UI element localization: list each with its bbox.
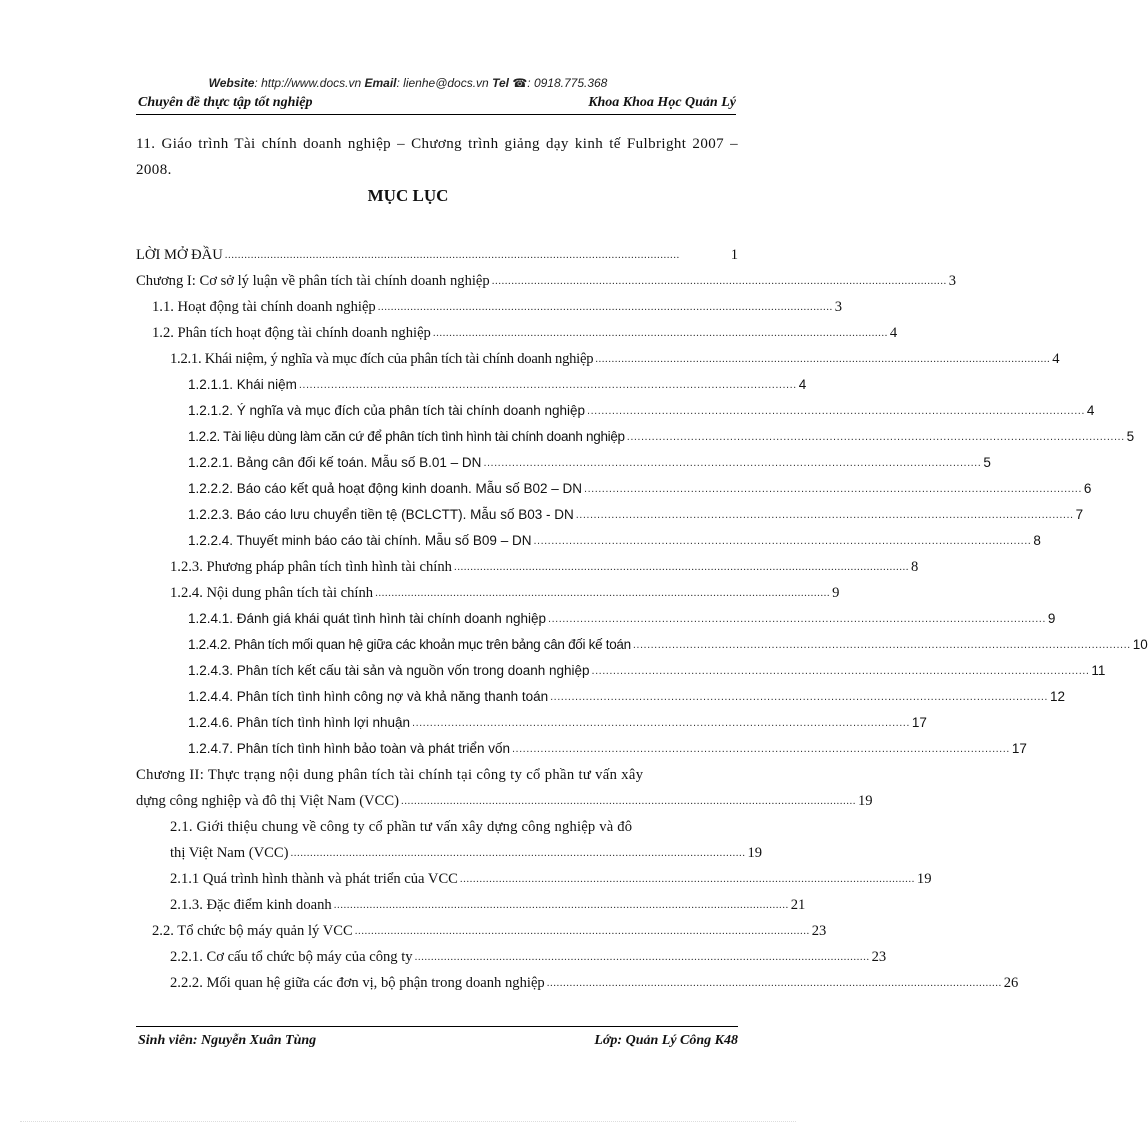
page-header xyxy=(136,94,736,115)
toc-leader-dots: ............................................................................................................................................ xyxy=(511,743,1010,755)
toc-entry[interactable] xyxy=(136,450,991,476)
toc-entry-page: 11 xyxy=(1091,663,1106,678)
toc-entry-label-continued: dựng công nghiệp và đô thị Việt Nam (VCC) xyxy=(136,793,399,809)
toc-entry-label: LỜI MỞ ĐẦU xyxy=(136,247,223,263)
toc-leader-dots: ............................................................................................................................................ xyxy=(432,327,888,339)
toc-entry-page: 7 xyxy=(1075,507,1084,522)
toc-entry-label: 1.1. Hoạt động tài chính doanh nghiệp xyxy=(152,299,376,315)
toc-leader-dots: ............................................................................................................................................ xyxy=(377,301,833,313)
toc-entry-label: 2.2. Tổ chức bộ máy quản lý VCC xyxy=(152,923,353,939)
toc-leader-dots: ............................................................................................................................................ xyxy=(626,431,1125,443)
toc-entry-label: 1.2.4.2. Phân tích mối quan hệ giữa các khoản mục trên bảng cân đối kế toán xyxy=(188,637,631,652)
table-of-contents xyxy=(136,242,1148,996)
toc-entry[interactable] xyxy=(136,294,843,320)
toc-entry[interactable] xyxy=(136,320,898,346)
toc-leader-dots: ............................................................................................................................................ xyxy=(550,691,1048,703)
website-banner xyxy=(0,76,816,90)
toc-leader-dots: ............................................................................................................................................ xyxy=(595,353,1051,365)
page-footer xyxy=(136,1026,738,1051)
toc-entry-page: 19 xyxy=(747,845,763,861)
toc-entry-page: 3 xyxy=(948,273,956,289)
toc-entry[interactable] xyxy=(136,528,1041,554)
toc-entry-label: 1.2.2.4. Thuyết minh báo cáo tài chính. Mẫu số B09 – DN xyxy=(188,533,532,548)
toc-entry[interactable] xyxy=(136,346,1060,372)
toc-entry-page: 4 xyxy=(889,325,898,341)
toc-entry-page: 5 xyxy=(1126,429,1135,444)
toc-entry-label: 1.2.2.1. Bảng cân đối kế toán. Mẫu số B.01 – DN xyxy=(188,455,482,470)
website-url[interactable]: : http://www.docs.vn xyxy=(254,76,362,90)
toc-entry-page: 4 xyxy=(1052,351,1060,367)
toc-entry[interactable] xyxy=(136,710,927,736)
toc-entry-page: 23 xyxy=(811,923,827,939)
toc-leader-dots: ............................................................................................................................................ xyxy=(354,925,810,937)
toc-entry[interactable] xyxy=(136,814,763,866)
toc-entry-label: 1.2.4.1. Đánh giá khái quát tình hình tài chính doanh nghiệp xyxy=(188,611,547,626)
toc-entry-label: 1.2.1.2. Ý nghĩa và mục đích của phân tích tài chính doanh nghiệp xyxy=(188,403,586,418)
reference-item: 11. Giáo trình Tài chính doanh nghiệp – Chương trình giảng dạy kinh tế Fulbright 2007 – 2008. xyxy=(136,136,738,178)
tel-label: Tel xyxy=(492,76,509,90)
toc-entry[interactable] xyxy=(136,632,1148,658)
toc-entry-page: 19 xyxy=(916,871,932,887)
toc-entry-page: 3 xyxy=(834,299,843,315)
toc-entry-page: 9 xyxy=(1047,611,1056,626)
toc-leader-dots: ............................................................................................................................................ xyxy=(400,795,856,807)
toc-entry-page: 9 xyxy=(832,585,840,601)
toc-entry-label: 1.2.3. Phương pháp phân tích tình hình tài chính xyxy=(170,559,452,575)
toc-entry-label: 1.2.4.6. Phân tích tình hình lợi nhuận xyxy=(188,715,411,730)
toc-entry-page: 23 xyxy=(871,949,887,965)
toc-entry-page: 6 xyxy=(1083,481,1092,496)
tel-number: : 0918.775.368 xyxy=(527,76,608,90)
toc-entry[interactable] xyxy=(136,918,827,944)
toc-leader-dots: ............................................................................................................................................ xyxy=(591,665,1090,677)
header-course-title: Chuyên đề thực tập tốt nghiệp xyxy=(138,95,313,110)
header-faculty: Khoa Khoa Học Quản Lý xyxy=(588,95,736,110)
toc-entry-page: 4 xyxy=(798,377,807,392)
toc-entry-page: 17 xyxy=(1011,741,1027,756)
toc-entry-label: Chương II: Thực trạng nội dung phân tích tài chính tại công ty cổ phần tư vấn xây xyxy=(136,767,644,783)
toc-entry[interactable] xyxy=(136,970,1019,996)
email-address[interactable]: : lienhe@docs.vn xyxy=(396,76,489,90)
toc-entry-label: 1.2.2.2. Báo cáo kết quả hoạt động kinh doanh. Mẫu số B02 – DN xyxy=(188,481,583,496)
toc-entry[interactable] xyxy=(136,398,1095,424)
toc-entry-label: 2.1. Giới thiệu chung về công ty cổ phần tư vấn xây dựng công nghiệp và đô xyxy=(170,819,633,835)
toc-entry[interactable] xyxy=(136,372,807,398)
toc-leader-dots: ............................................................................................................................................ xyxy=(414,951,870,963)
toc-leader-dots: ............................................................................................................................................ xyxy=(483,457,982,469)
toc-leader-dots: ............................................................................................................................................ xyxy=(548,613,1046,625)
footer-class: Lớp: Quản Lý Công K48 xyxy=(594,1033,738,1048)
toc-entry[interactable] xyxy=(136,892,806,918)
toc-entry[interactable] xyxy=(136,762,873,814)
toc-leader-dots: ............................................................................................................................................ xyxy=(290,847,746,859)
toc-entry-label: 1.2.1. Khái niệm, ý nghĩa và mục đích của phân tích tài chính doanh nghiệp xyxy=(170,351,594,367)
toc-leader-dots: ............................................................................................................................................ xyxy=(375,587,831,599)
toc-entry-label: 1.2.4.3. Phân tích kết cấu tài sản và nguồn vốn trong doanh nghiệp xyxy=(188,663,590,678)
toc-entry[interactable] xyxy=(136,502,1084,528)
toc-entry-page: 19 xyxy=(857,793,873,809)
toc-leader-dots: ............................................................................................................................................ xyxy=(224,249,680,261)
website-label: Website xyxy=(208,76,255,90)
toc-entry[interactable] xyxy=(136,268,956,294)
toc-entry-page: 26 xyxy=(1003,975,1019,991)
toc-entry-label: 1.2.1.1. Khái niệm xyxy=(188,377,297,392)
toc-entry[interactable] xyxy=(136,424,1135,450)
toc-entry-label: 1.2.2.3. Báo cáo lưu chuyển tiền tệ (BCLCTT). Mẫu số B03 - DN xyxy=(188,507,574,522)
toc-leader-dots: ............................................................................................................................................ xyxy=(632,639,1131,651)
toc-entry-label: 1.2. Phân tích hoạt động tài chính doanh nghiệp xyxy=(152,325,431,341)
toc-entry-label: 2.1.1 Quá trình hình thành và phát triển của VCC xyxy=(170,871,458,887)
toc-entry-label: 2.2.2. Mối quan hệ giữa các đơn vị, bộ phận trong doanh nghiệp xyxy=(170,975,545,991)
toc-leader-dots: ............................................................................................................................................ xyxy=(533,535,1032,547)
toc-entry[interactable] xyxy=(136,606,1056,632)
toc-entry-label: 2.2.1. Cơ cấu tổ chức bộ máy của công ty xyxy=(170,949,413,965)
toc-entry-page: 21 xyxy=(790,897,806,913)
toc-entry[interactable] xyxy=(136,580,840,606)
toc-entry-label: Chương I: Cơ sở lý luận về phân tích tài chính doanh nghiệp xyxy=(136,273,490,289)
toc-entry-page: 8 xyxy=(1033,533,1041,548)
toc-leader-dots: ............................................................................................................................................ xyxy=(584,483,1082,495)
toc-entry-page: 12 xyxy=(1050,689,1066,704)
toc-leader-dots: ............................................................................................................................................ xyxy=(453,561,909,573)
phone-icon: ☎ xyxy=(512,76,528,90)
footer-student: Sinh viên: Nguyễn Xuân Tùng xyxy=(138,1033,317,1048)
toc-entry[interactable] xyxy=(136,658,1106,684)
toc-entry[interactable] xyxy=(136,736,1027,762)
toc-entry[interactable] xyxy=(136,866,932,892)
toc-leader-dots: ............................................................................................................................................ xyxy=(298,379,797,391)
toc-leader-dots: ............................................................................................................................................ xyxy=(546,977,1002,989)
toc-entry-page: 17 xyxy=(911,715,927,730)
toc-entry[interactable] xyxy=(136,944,887,970)
toc-entry[interactable] xyxy=(136,476,1092,502)
toc-entry[interactable] xyxy=(136,554,919,580)
toc-leader-dots: ............................................................................................................................................ xyxy=(575,509,1074,521)
toc-entry-label: 1.2.2. Tài liệu dùng làm căn cứ để phân tích tình hình tài chính doanh nghiệp xyxy=(188,429,625,444)
toc-leader-dots: ............................................................................................................................................ xyxy=(587,405,1085,417)
toc-entry-page: 1 xyxy=(730,247,738,263)
toc-entry-label: 1.2.4.7. Phân tích tình hình bảo toàn và phát triển vốn xyxy=(188,741,510,756)
toc-entry-page: 10 xyxy=(1132,637,1148,652)
toc-leader-dots: ............................................................................................................................................ xyxy=(459,873,915,885)
toc-entry[interactable] xyxy=(136,684,1066,710)
toc-entry[interactable] xyxy=(136,242,738,268)
email-label: Email xyxy=(364,76,397,90)
toc-entry-label: 2.1.3. Đặc điểm kinh doanh xyxy=(170,897,332,913)
page-bottom-divider xyxy=(20,1121,796,1122)
toc-entry-page: 4 xyxy=(1086,403,1095,418)
toc-title: MỤC LỤC xyxy=(367,186,449,205)
toc-entry-label: 1.2.4. Nội dung phân tích tài chính xyxy=(170,585,374,601)
toc-entry-page: 8 xyxy=(910,559,919,575)
toc-leader-dots: ............................................................................................................................................ xyxy=(412,717,910,729)
toc-entry-page: 5 xyxy=(983,455,991,470)
toc-entry-label-continued: thị Việt Nam (VCC) xyxy=(170,845,289,861)
toc-leader-dots: ............................................................................................................................................ xyxy=(333,899,789,911)
toc-leader-dots: ............................................................................................................................................ xyxy=(491,275,947,287)
toc-entry-label: 1.2.4.4. Phân tích tình hình công nợ và khả năng thanh toán xyxy=(188,689,549,704)
